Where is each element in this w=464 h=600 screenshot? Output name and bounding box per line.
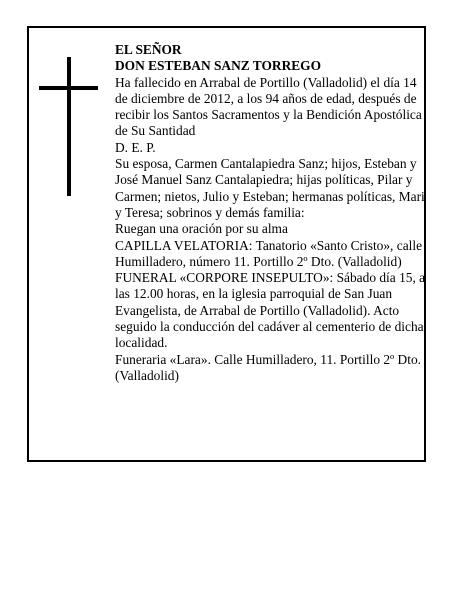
notice-body xyxy=(115,42,427,384)
cross-horizontal-bar xyxy=(39,86,98,90)
notice-title: EL SEÑOR xyxy=(115,42,182,57)
death-announcement: Ha fallecido en Arrabal de Portillo (Valladolid) el día 14 de diciembre de 2012, a los 94 años de edad, después de recibir los Santos Sacramentos y la Bendición Apostólica de Su Santidad xyxy=(115,74,422,139)
funeral-info: FUNERAL «CORPORE INSEPULTO»: Sábado día 15, a las 12.00 horas, en la iglesia parroquial de San Juan Evangelista, de Arrabal de Portillo (Valladolid). Acto seguido la conducción del cadáver al cementerio de dicha localidad. xyxy=(115,270,426,351)
prayer-request: Ruegan una oración por su alma xyxy=(115,221,288,237)
rip-abbreviation: D. E. P. xyxy=(115,139,156,155)
family-list: Su esposa, Carmen Cantalapiedra Sanz; hijos, Esteban y José Manuel Sanz Cantalapiedra; hijas políticas, Pilar y Carmen; nietos, Julio y Esteban; hermanas políticas, Mari y Teresa; sobrinos y demás familia: xyxy=(115,156,425,220)
funeral-home-info: Funeraria «Lara». Calle Humilladero, 11. Portillo 2º Dto. (Valladolid) xyxy=(115,351,421,383)
obituary-notice xyxy=(27,26,426,462)
deceased-name: DON ESTEBAN SANZ TORREGO xyxy=(115,58,321,74)
cross-vertical-bar xyxy=(67,57,71,196)
wake-chapel-info: CAPILLA VELATORIA: Tanatorio «Santo Cristo», calle Humilladero, número 11. Portillo 2º Dto. (Valladolid) xyxy=(115,237,423,269)
